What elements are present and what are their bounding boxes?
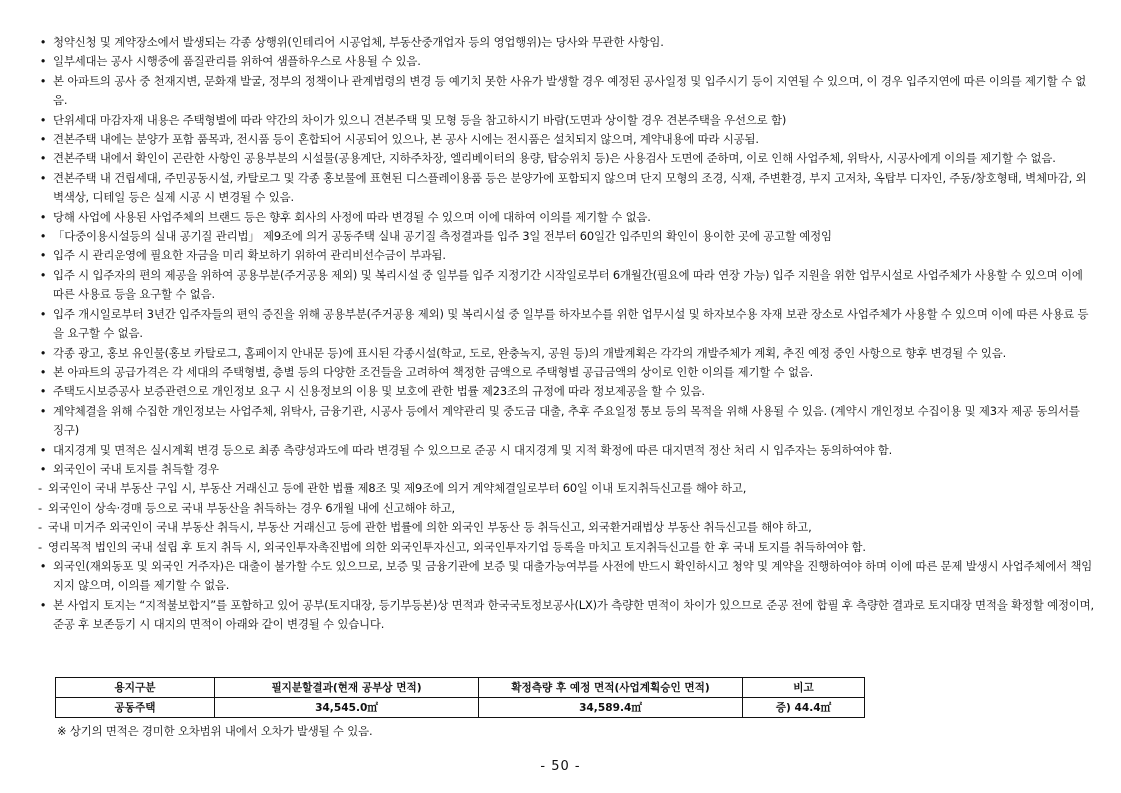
list-item-text: 외국인(재외동포 및 외국인 거주자)은 대출이 불가할 수도 있으므로, 보증 및 금융기관에 보증 및 대출가능여부를 사전에 반드시 확인하시고 청약 및 계약을 진행하여야 하며 이에 따른 문제 발생시 사업주체에서 책임지지 않으며, 이의를 제기할 수 없음.: [53, 558, 1093, 593]
bullet-marker: •: [39, 306, 47, 321]
sub-list-item: [36, 479, 1094, 498]
list-item: [36, 227, 1094, 246]
bullet-marker: •: [39, 597, 47, 612]
list-item: [36, 460, 1094, 479]
list-item-text: 외국인이 국내 토지를 취득할 경우: [53, 461, 219, 476]
table-cell: 34,589.4㎡: [479, 698, 743, 718]
list-item: [36, 52, 1094, 71]
list-item-text: 영리목적 법인의 국내 설립 후 토지 취득 시, 외국인투자촉진법에 의한 외국인투자신고, 외국인투자기업 등록을 마치고 토지취득신고를 한 후 국내 토지를 취득하여야 함.: [48, 539, 866, 554]
bullet-marker: •: [39, 461, 47, 476]
notice-list: [36, 33, 1094, 635]
list-item: [36, 266, 1094, 305]
list-item: [36, 33, 1094, 52]
list-item: [36, 305, 1094, 344]
list-item-text: 본 아파트의 공사 중 천재지변, 문화재 발굴, 정부의 정책이나 관계법령의 변경 등 예기치 못한 사유가 발생할 경우 예정된 공사일정 및 입주시기 등이 지연될 수 있으며, 이 경우 입주지연에 따른 이의를 제기할 수 없음.: [53, 73, 1087, 108]
dash-marker: -: [38, 520, 42, 535]
list-item: [36, 169, 1094, 208]
list-item: [36, 441, 1094, 460]
bullet-marker: •: [39, 384, 47, 399]
bullet-marker: •: [39, 35, 47, 49]
list-item: [36, 363, 1094, 382]
table-header-cell: 필지분할결과(현재 공부상 면적): [215, 678, 479, 698]
list-item: [36, 344, 1094, 363]
bullet-marker: •: [39, 558, 47, 573]
list-item-text: 「다중이용시설등의 실내 공기질 관리법」 제9조에 의거 공동주택 실내 공기질 측정결과를 입주 3일 전부터 60일간 입주민의 확인이 용이한 곳에 공고할 예정임: [53, 229, 832, 244]
table-header-cell: 확정측량 후 예정 면적(사업계획승인 면적): [479, 678, 743, 698]
page-number: - 50 -: [540, 759, 581, 774]
bullet-marker: •: [39, 345, 47, 360]
bullet-marker: •: [39, 132, 47, 147]
list-item: [36, 208, 1094, 227]
area-footnote: ※ 상기의 면적은 경미한 오차범위 내에서 오차가 발생될 수 있음.: [57, 724, 373, 738]
list-item-text: 본 아파트의 공급가격은 각 세대의 주택형별, 층별 등의 다양한 조건들을 고려하여 책정한 금액으로 주택형별 공급금액의 상이로 인한 이의를 제기할 수 없음.: [53, 364, 814, 379]
list-item-text: 일부세대는 공사 시행중에 품질관리를 위하여 샘플하우스로 사용될 수 있음.: [53, 54, 421, 69]
list-item-text: 입주 개시일로부터 3년간 입주자들의 편익 증진을 위해 공용부분(주거공용 제외) 및 복리시설 중 일부를 하자보수를 위한 업무시설 및 하자보수용 자재 보관 장소로 사업주체가 사용할 수 있으며 이에 따른 사용료 등을 요구할 수 없음.: [53, 306, 1089, 341]
list-item: [36, 402, 1094, 441]
land-area-table: [55, 677, 865, 718]
bullet-marker: •: [39, 442, 47, 457]
list-item-text: 대지경계 및 면적은 실시계획 변경 등으로 최종 측량성과도에 따라 변경될 수 있으므로 준공 시 대지경계 및 지적 확정에 따른 대지면적 정산 처리 시 입주자는 동의하여야 함.: [53, 442, 893, 457]
table-header-cell: 용지구분: [56, 678, 215, 698]
list-item-text: 국내 미거주 외국인이 국내 부동산 취득시, 부동산 거래신고 등에 관한 법률에 의한 외국인 부동산 등 취득신고, 외국환거래법상 부동산 취득신고를 해야 하고,: [48, 520, 812, 535]
bullet-marker: •: [39, 170, 47, 185]
dash-marker: -: [38, 500, 42, 515]
table-header-row: [56, 678, 865, 698]
list-item: [36, 72, 1094, 111]
table-header-cell: 비고: [743, 678, 865, 698]
bullet-marker: •: [39, 112, 47, 127]
list-item-text: 견본주택 내에는 분양가 포함 품목과, 전시품 등이 혼합되어 시공되어 있으나, 본 공사 시에는 전시품은 설치되지 않으며, 계약내용에 따라 시공됨.: [53, 132, 759, 147]
list-item-text: 견본주택 내 건립세대, 주민공동시설, 카탈로그 및 각종 홍보물에 표현된 디스플레이용품 등은 분양가에 포함되지 않으며 단지 모형의 조경, 식재, 주변환경, 부지 고저차, 옥탑부 디자인, 주동/창호형태, 벽체마감, 외벽색상, 디테일 등은 실제 시공 시 변경될 수 있음.: [53, 170, 1087, 205]
list-item-text: 주택도시보증공사 보증관련으로 개인정보 요구 시 신용정보의 이용 및 보호에 관한 법률 제23조의 규정에 따라 정보제공을 할 수 있음.: [53, 384, 705, 399]
bullet-marker: •: [39, 151, 47, 166]
bullet-marker: •: [39, 248, 47, 263]
list-item-text: 입주 시 입주자의 편의 제공을 위하여 공용부분(주거공용 제외) 및 복리시설 중 일부를 입주 지정기간 시작일로부터 6개월간(필요에 따라 연장 가능) 입주 지원을 위한 업무시설로 사업주체가 사용할 수 있으며 이에 따른 사용료 등을 요구할 수 없음.: [53, 267, 1083, 302]
bullet-marker: •: [39, 73, 47, 88]
list-item: [36, 596, 1094, 635]
list-item: [36, 246, 1094, 265]
sub-list-item: [36, 518, 1094, 537]
table-cell: 34,545.0㎡: [215, 698, 479, 718]
bullet-marker: •: [39, 209, 47, 224]
dash-marker: -: [38, 539, 42, 554]
list-item: [36, 149, 1094, 168]
list-item-text: 외국인이 상속·경매 등으로 국내 부동산을 취득하는 경우 6개월 내에 신고해야 하고,: [48, 500, 455, 515]
list-item: [36, 557, 1094, 596]
bullet-marker: •: [39, 364, 47, 379]
list-item-text: 당해 사업에 사용된 사업주체의 브랜드 등은 향후 회사의 사정에 따라 변경될 수 있으며 이에 대하여 이의를 제기할 수 없음.: [53, 209, 651, 224]
table-cell: 증) 44.4㎡: [743, 698, 865, 718]
list-item: [36, 382, 1094, 401]
sub-list-item: [36, 538, 1094, 557]
bullet-marker: •: [39, 229, 47, 244]
list-item-text: 본 사업지 토지는 “지적불보합지”를 포함하고 있어 공부(토지대장, 등기부등본)상 면적과 한국국토정보공사(LX)가 측량한 면적이 차이가 있으므로 준공 전에 합필 후 측량한 결과로 토지대장 면적을 확정할 예정이며, 준공 후 보존등기 시 대지의 면적이 아래와 같이 변경될 수 있습니다.: [53, 597, 1094, 632]
sub-list-item: [36, 499, 1094, 518]
list-item-text: 계약체결을 위해 수집한 개인정보는 사업주체, 위탁사, 금융기관, 시공사 등에서 계약관리 및 중도금 대출, 추후 주요일정 통보 등의 목적을 위해 사용될 수 있음. (계약시 개인정보 수집이용 및 제3자 제공 동의서를 징구): [53, 403, 1080, 438]
list-item-text: 단위세대 마감자재 내용은 주택형별에 따라 약간의 차이가 있으니 견본주택 및 모형 등을 참고하시기 바람(도면과 상이할 경우 견본주택을 우선으로 함): [53, 112, 787, 127]
bullet-marker: •: [39, 403, 47, 418]
bullet-marker: •: [39, 267, 47, 282]
list-item: [36, 130, 1094, 149]
dash-marker: -: [38, 481, 42, 496]
list-item-text: 청약신청 및 계약장소에서 발생되는 각종 상행위(인테리어 시공업체, 부동산중개업자 등의 영업행위)는 당사와 무관한 사항임.: [53, 35, 664, 49]
table-row: [56, 698, 865, 718]
list-item-text: 외국인이 국내 부동산 구입 시, 부동산 거래신고 등에 관한 법률 제8조 및 제9조에 의거 계약체결일로부터 60일 이내 토지취득신고를 해야 하고,: [48, 481, 747, 496]
bullet-marker: •: [39, 54, 47, 69]
list-item-text: 견본주택 내에서 확인이 곤란한 사항인 공용부분의 시설물(공용계단, 지하주차장, 엘리베이터의 용량, 탑승위치 등)은 사용검사 도면에 준하며, 이로 인해 사업주체, 위탁사, 시공사에게 이의를 제기할 수 없음.: [53, 151, 1056, 166]
list-item: [36, 111, 1094, 130]
list-item-text: 입주 시 관리운영에 필요한 자금을 미리 확보하기 위하여 관리비선수금이 부과됨.: [53, 248, 446, 263]
table-cell: 공동주택: [56, 698, 215, 718]
list-item-text: 각종 광고, 홍보 유인물(홍보 카탈로그, 홈페이지 안내문 등)에 표시된 각종시설(학교, 도로, 완충녹지, 공원 등)의 개발계획은 각각의 개발주체가 계획, 추진 예정 중인 사항으로 향후 변경될 수 있음.: [53, 345, 1007, 360]
